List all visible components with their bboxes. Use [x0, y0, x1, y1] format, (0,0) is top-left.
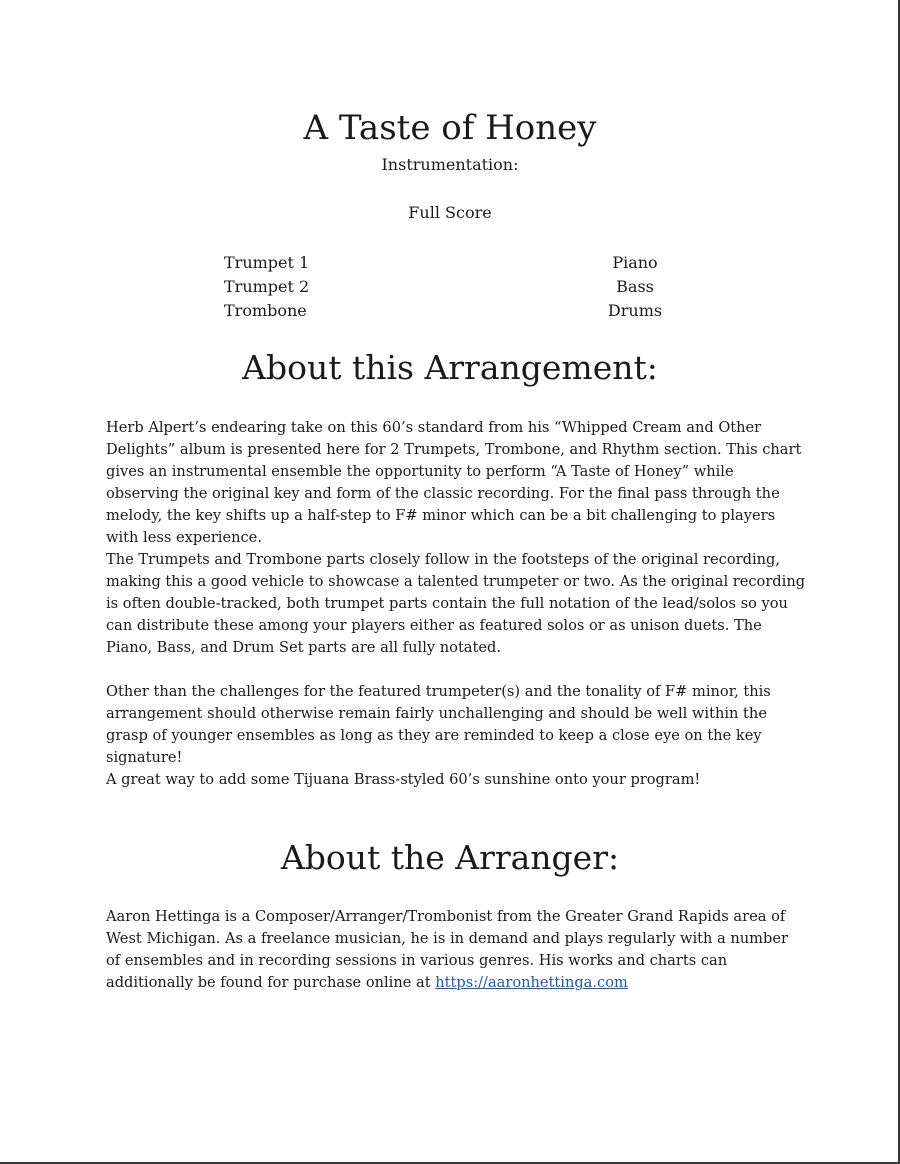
instrument-item: Piano: [612, 253, 658, 272]
arrangement-paragraph: A great way to add some Tijuana Brass-styled 60’s sunshine onto your program!: [106, 771, 701, 788]
arranger-bio-text: Aaron Hettinga is a Composer/Arranger/Trombonist from the Greater Grand Rapids area of West Michigan. As a freelance musician, he is in demand and plays regularly with a number of ensembles and in recording sessions in various genres. His works and charts can additionally be found for purchase online at: [106, 908, 788, 991]
instrument-item: Trombone: [224, 301, 307, 320]
about-arrangement-heading: About this Arrangement:: [242, 348, 658, 387]
instrument-item: Bass: [616, 277, 654, 296]
document-title: A Taste of Honey: [303, 108, 597, 148]
arranger-website-link[interactable]: https://aaronhettinga.com: [435, 974, 628, 991]
instrumentation-label: Instrumentation:: [381, 155, 519, 174]
about-arranger-heading: About the Arranger:: [280, 838, 620, 877]
arrangement-paragraph: Other than the challenges for the featured trumpeter(s) and the tonality of F# minor, this arrangement should otherwise remain fairly unchallenging and should be well within the grasp of younger ensembles as long as they are reminded to keep a close eye on the key signature!: [106, 683, 771, 766]
instrument-item: Trumpet 2: [224, 277, 310, 296]
instrument-item: Drums: [607, 301, 663, 320]
arrangement-paragraph: The Trumpets and Trombone parts closely follow in the footsteps of the original recording, making this a good vehicle to showcase a talented trumpeter or two. As the original recording is often double-tracked, both trumpet parts contain the full notation of the lead/solos so you can distribute these among your players either as featured solos or as unison duets. The Piano, Bass, and Drum Set parts are all fully notated.: [106, 551, 806, 656]
full-score-label: Full Score: [408, 203, 492, 222]
arrangement-paragraph: Herb Alpert’s endearing take on this 60’s standard from his “Whipped Cream and Other Delights” album is presented here for 2 Trumpets, Trombone, and Rhythm section. This chart gives an instrumental ensemble the opportunity to perform “A Taste of Honey” while observing the original key and form of the classic recording. For the final pass through the melody, the key shifts up a half-step to F# minor which can be a bit challenging to players with less experience.: [106, 419, 802, 546]
instrument-list-left: [224, 251, 309, 323]
instrument-list-right: [560, 251, 710, 323]
arranger-paragraph: [106, 906, 806, 994]
instrument-item: Trumpet 1: [224, 253, 310, 272]
